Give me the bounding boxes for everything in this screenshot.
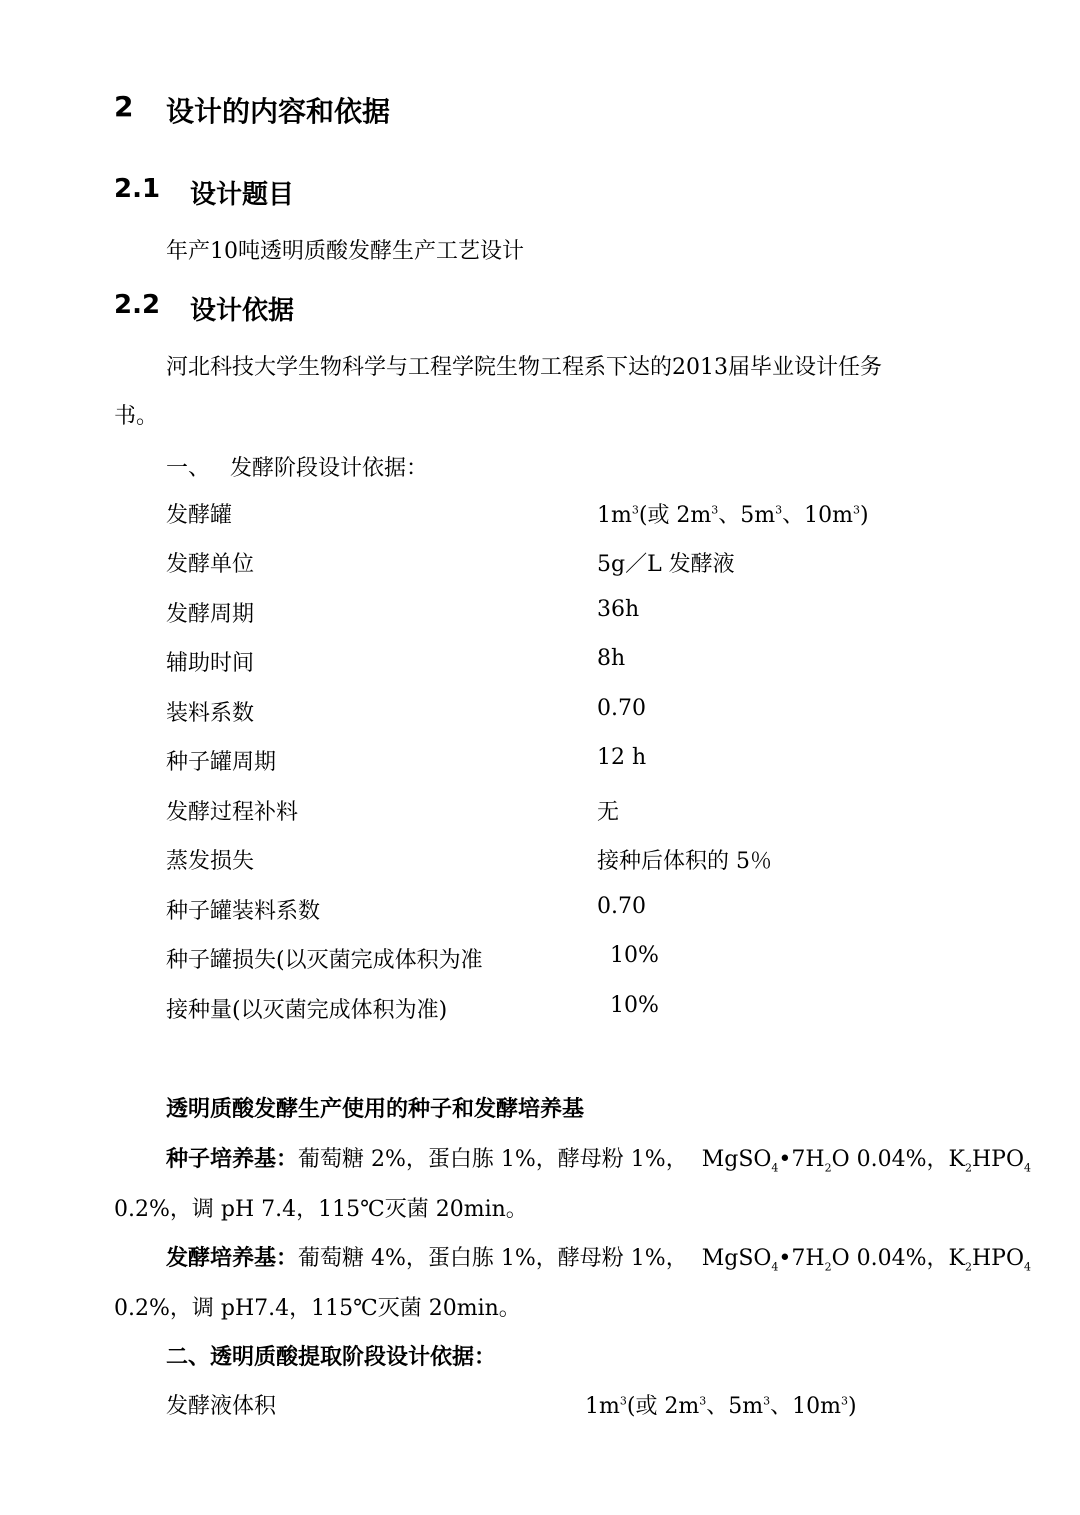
param-value: 36h (597, 597, 640, 622)
seed-medium-line2: 0.2%，调 pH 7.4，115℃灭菌 20min。 (114, 1197, 528, 1222)
seed-medium-line1: 种子培养基：葡萄糖 2%，蛋白胨 1%，酵母粉 1%， $MgSO_4•7H_2O$ 0.04%，$K_2HPO_4$ (166, 1147, 1031, 1175)
param-value: 12 h (597, 745, 647, 770)
param-value: 接种后体积的 5％ (597, 849, 772, 874)
param-value: 5g／L 发酵液 (597, 552, 735, 577)
param-label: 接种量(以灭菌完成体积为准) (166, 998, 448, 1023)
k2hpo4-formula: $K_2HPO_4$ (948, 1246, 1031, 1274)
section-title: 设计依据 (190, 296, 295, 326)
media-title: 透明质酸发酵生产使用的种子和发酵培养基 (166, 1097, 585, 1122)
param-row (0, 993, 1080, 1033)
param-label: 发酵周期 (166, 602, 255, 627)
param-row (0, 597, 1080, 637)
param-value: 0.70 (597, 894, 646, 919)
chapter-title: 设计的内容和依据 (166, 95, 391, 128)
param-value: 8h (597, 646, 626, 671)
param-value: 无 (597, 800, 620, 825)
mgso4-formula: $MgSO_4•7H_2O$ 0.04%， (701, 1147, 949, 1175)
param-label: 种子罐损失(以灭菌完成体积为准 (166, 948, 483, 973)
param-label: 发酵过程补料 (166, 800, 299, 825)
param-label: 发酵罐 (166, 503, 233, 528)
param-value: 0.70 (597, 696, 646, 721)
param-label: 蒸发损失 (166, 849, 255, 874)
mgso4-formula: $MgSO_4•7H_2O$ 0.04%， (701, 1246, 949, 1274)
ferment-medium-line1: 发酵培养基：葡萄糖 4%，蛋白胨 1%，酵母粉 1%， $MgSO_4•7H_2O$ 0.04%，$K_2HPO_4$ (166, 1246, 1031, 1274)
chapter-number: 2 (114, 90, 134, 123)
param-row (0, 943, 1080, 983)
param-label: 发酵液体积 (166, 1394, 277, 1419)
ferment-medium-label: 发酵培养基： (166, 1246, 299, 1271)
section-number: 2.1 (114, 174, 161, 204)
param-row (0, 696, 1080, 736)
ferment-medium-line2: 0.2%，调 pH7.4，115℃灭菌 20min。 (114, 1296, 521, 1321)
param-label: 发酵单位 (166, 552, 255, 577)
param-row (0, 795, 1080, 835)
param-row (0, 894, 1080, 934)
param-value: $1m^3$(或 $2m^3$、$5m^3$、$10m^3$) (597, 503, 869, 528)
param-row (0, 498, 1080, 538)
k2hpo4-formula: $K_2HPO_4$ (948, 1147, 1031, 1175)
param-row (0, 745, 1080, 785)
param-value: 10% (610, 993, 659, 1018)
basis-paragraph-line2: 书。 (114, 404, 159, 429)
seed-medium-label: 种子培养基： (166, 1147, 299, 1172)
param-label: 种子罐周期 (166, 750, 277, 775)
param-value: $1m^3$(或 $2m^3$、$5m^3$、$10m^3$) (585, 1394, 857, 1419)
param-value: 10% (610, 943, 659, 968)
param-row (0, 844, 1080, 884)
param-row (0, 646, 1080, 686)
param-label: 装料系数 (166, 701, 255, 726)
section-title: 设计题目 (190, 180, 295, 210)
part-one-heading: 发酵阶段设计依据： (230, 456, 429, 481)
part-two-heading: 二、透明质酸提取阶段设计依据： (166, 1345, 497, 1370)
part-one-number: 一、 (166, 456, 211, 481)
design-topic: 年产10吨透明质酸发酵生产工艺设计 (166, 239, 524, 264)
basis-paragraph-line1: 河北科技大学生物科学与工程学院生物工程系下达的2013届毕业设计任务 (166, 355, 882, 380)
param-row (0, 547, 1080, 587)
param-label: 辅助时间 (166, 651, 255, 676)
param-label: 种子罐装料系数 (166, 899, 321, 924)
param-row (0, 1389, 1080, 1429)
section-number: 2.2 (114, 290, 161, 320)
